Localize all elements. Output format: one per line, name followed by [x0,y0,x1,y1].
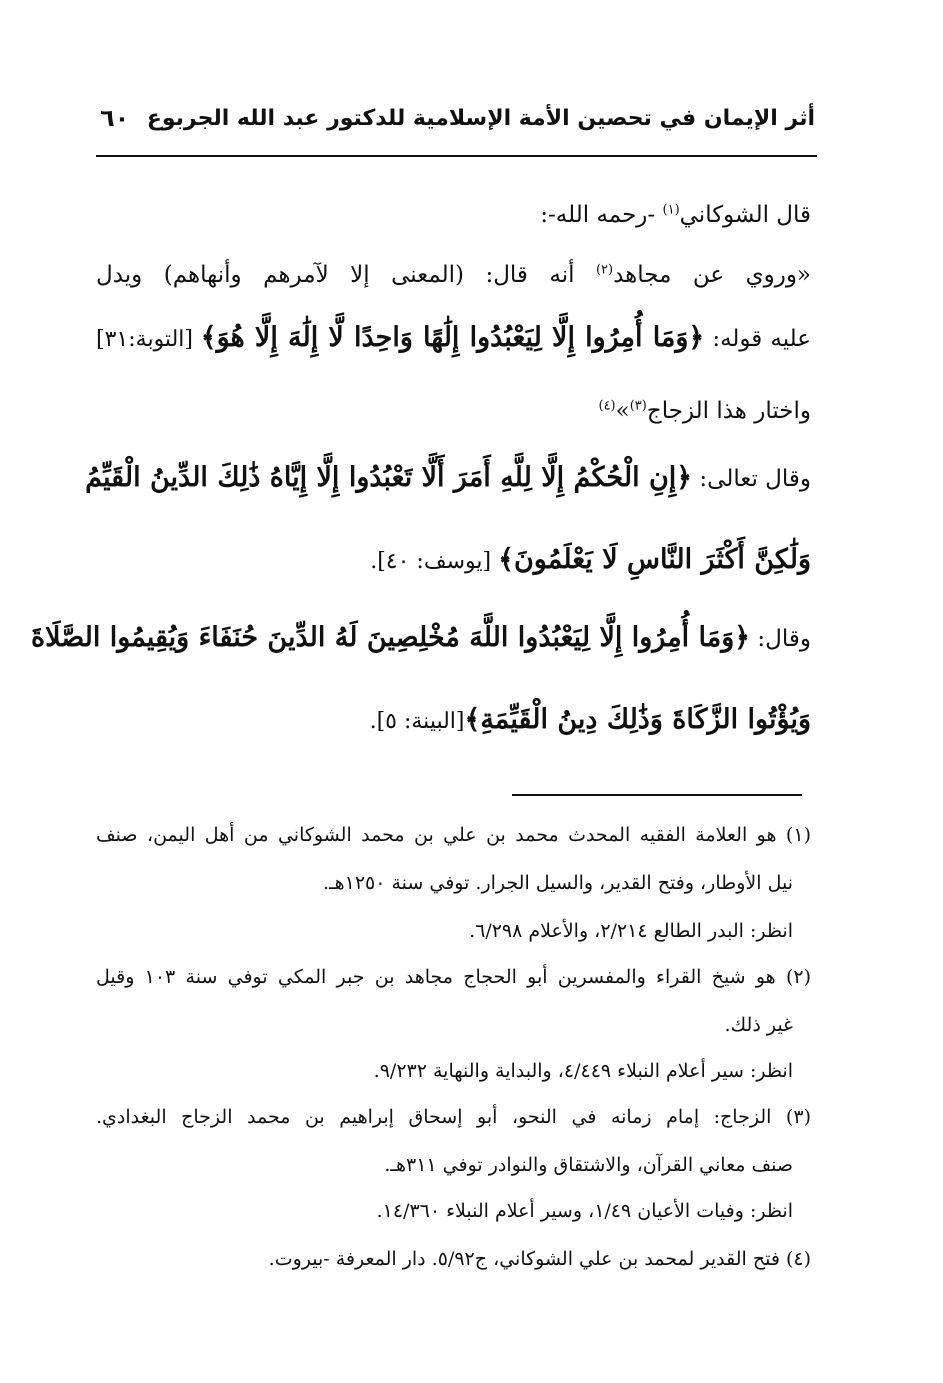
footnote-ref-2[interactable]: (٢) [595,262,614,278]
text: قال الشوكاني [679,202,811,228]
quran-verse: وَلَٰكِنَّ أَكْثَرَ النَّاسِ لَا يَعْلَمُونَ﴾ [498,544,811,575]
page-header [100,106,815,146]
text: عليه قوله: [704,326,811,352]
footnote-separator [512,794,802,796]
footnote-2-line-3: انظر: سير أعلام النبلاء ٤/٤٤٩، والبداية والنهاية ٩/٢٣٢. [373,1060,793,1082]
footnote-3-line-1: (٣) الزجاج: إمام زمانه في النحو، أبو إسحاق إبراهيم بن محمد الزجاج البغدادي. [96,1106,811,1128]
page-number: ٦٠ [100,104,130,132]
body-line-2 [96,262,811,288]
body-line-5 [85,462,811,493]
text: أنه قال: (المعنى إلا لآمرهم وأنهاهم) ويدل [96,262,596,288]
header-rule [96,155,817,157]
footnote-1-line-2: نيل الأوطار، وفتح القدير، والسيل الجرار. توفي سنة ١٢٥٠هـ. [322,872,793,894]
body-line-4 [96,398,811,424]
footnote-3-line-2: صنف معاني القرآن، والاشتقاق والنوادر توفي ٣١١هـ. [384,1154,793,1176]
body-line-8 [96,704,811,735]
text: وقال: [750,626,811,652]
footnote-2-line-1: (٢) هو شيخ القراء والمفسرين أبو الحجاج مجاهد بن جبر المكي توفي سنة ١٠٣ وقيل [96,966,811,988]
footnote-ref-1[interactable]: (١) [662,202,680,218]
body-line-3 [96,322,811,353]
footnote-1-line-3: انظر: البدر الطالع ٢/٢١٤، والأعلام ٦/٢٩٨. [469,920,793,942]
footnote-ref-3[interactable]: (٣) [629,398,647,414]
footnote-3-line-3: انظر: وفيات الأعيان ١/٤٩، وسير أعلام النبلاء ١٤/٣٦٠. [376,1200,793,1222]
quran-verse: ﴿وَمَا أُمِرُوا إِلَّا لِيَعْبُدُوا اللَّهَ مُخْلِصِينَ لَهُ الدِّينَ حُنَفَاءَ وَيُقِيمُوا الصَّلَاةَ [31,622,751,653]
body-line-7 [31,622,811,653]
quran-verse: ﴿إِنِ الْحُكْمُ إِلَّا لِلَّهِ أَمَرَ أَلَّا تَعْبُدُوا إِلَّا إِيَّاهُ ذَٰلِكَ الدِّينُ الْقَيِّمُ [85,462,693,493]
verse-citation: [يوسف: ٤٠]. [370,549,499,574]
verse-citation: [البينة: ٥]. [369,709,465,734]
body-line-6 [96,544,811,575]
text: » [615,398,630,424]
footnote-2-line-2: غير ذلك. [724,1014,793,1036]
text: وقال تعالى: [692,466,811,492]
quran-verse: وَيُؤْتُوا الزَّكَاةَ وَذَٰلِكَ دِينُ الْقَيِّمَةِ﴾ [464,704,811,735]
quran-verse: ﴿وَمَا أُمِرُوا إِلَّا لِيَعْبُدُوا إِلَٰهًا وَاحِدًا لَّا إِلَٰهَ إِلَّا هُوَ﴾ [200,322,705,353]
text: «وروي عن مجاهد [613,262,811,288]
footnote-1-line-1: (١) هو العلامة الفقيه المحدث محمد بن علي بن محمد الشوكاني من أهل اليمن، صنف [96,824,811,846]
footnote-4: (٤) فتح القدير لمحمد بن علي الشوكاني، ج٥/٩٢. دار المعرفة -بيروت. [268,1248,811,1270]
text: واختار هذا الزجاج [646,398,811,424]
footnote-ref-4[interactable]: (٤) [598,398,616,414]
body-line-1 [96,202,811,228]
text: -رحمه الله-: [540,202,663,228]
running-title: أثر الإيمان في تحصين الأمة الإسلامية للدكتور عبد الله الجربوع [146,106,815,131]
verse-citation: [التوبة:٣١] [96,327,201,352]
